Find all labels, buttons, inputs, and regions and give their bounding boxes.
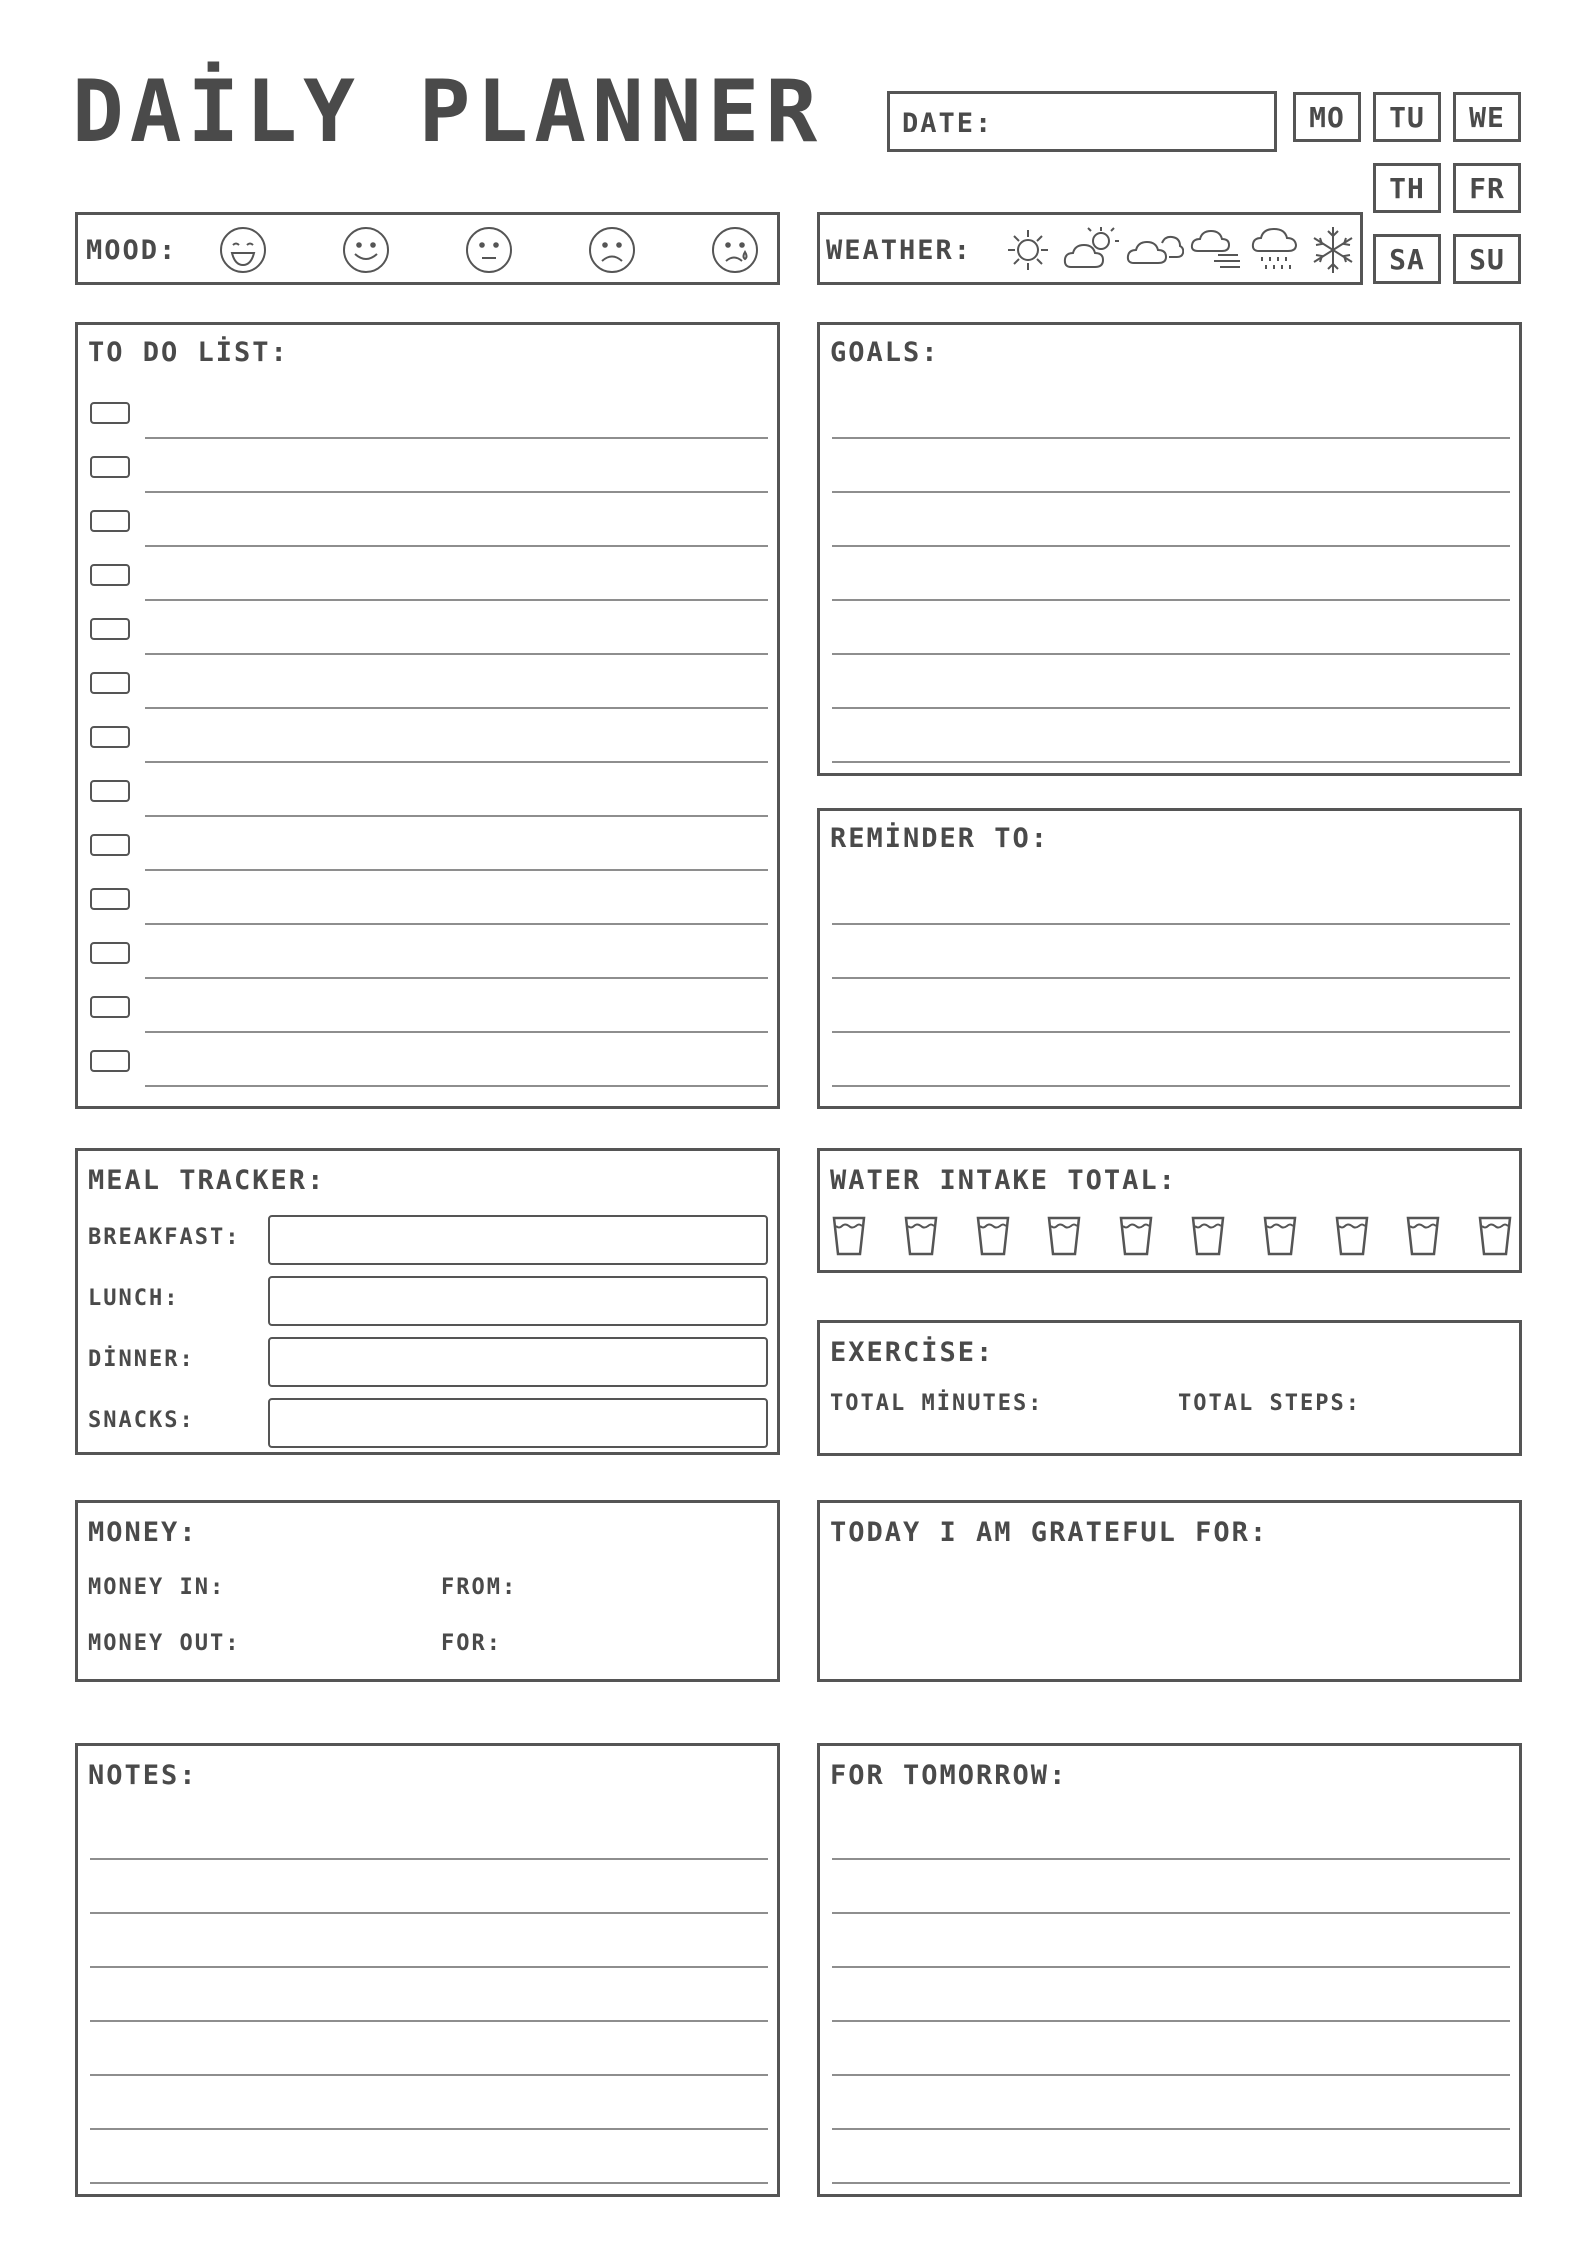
lunch-input[interactable] [268,1276,768,1326]
todo-checkbox[interactable] [90,1050,130,1072]
todo-box [75,322,780,1109]
partly-cloudy-icon[interactable] [1063,225,1121,275]
breakfast-input[interactable] [268,1215,768,1265]
money-box [75,1500,780,1682]
todo-line[interactable] [145,545,768,547]
total-minutes-label: TOTAL MİNUTES: [830,1391,1044,1416]
todo-line[interactable] [145,869,768,871]
todo-line[interactable] [145,815,768,817]
day-th[interactable]: TH [1373,163,1441,213]
todo-checkbox[interactable] [90,510,130,532]
money-from-label: FROM: [441,1575,518,1600]
water-glass-icon[interactable] [1335,1216,1369,1256]
reminder-box [817,808,1522,1109]
todo-checkbox[interactable] [90,564,130,586]
reminder-line[interactable] [832,977,1510,979]
water-glass-icon[interactable] [832,1216,866,1256]
goals-title: GOALS: [830,337,940,368]
goals-line[interactable] [832,653,1510,655]
date-field[interactable] [887,91,1277,152]
todo-line[interactable] [145,977,768,979]
tomorrow-line[interactable] [832,2020,1510,2022]
water-glass-icon[interactable] [904,1216,938,1256]
tomorrow-title: FOR TOMORROW: [830,1760,1068,1791]
todo-line[interactable] [145,653,768,655]
todo-line[interactable] [145,599,768,601]
windy-icon[interactable] [1188,227,1246,273]
snacks-input[interactable] [268,1398,768,1448]
todo-title: TO DO LİST: [88,337,289,368]
tomorrow-line[interactable] [832,1858,1510,1860]
todo-checkbox[interactable] [90,834,130,856]
tomorrow-line[interactable] [832,1966,1510,1968]
day-tu[interactable]: TU [1373,92,1441,142]
rain-icon[interactable] [1250,223,1304,277]
day-fr[interactable]: FR [1453,163,1521,213]
goals-line[interactable] [832,599,1510,601]
smiling-face-icon[interactable] [341,225,391,275]
todo-line[interactable] [145,1085,768,1087]
notes-line[interactable] [90,2182,768,2184]
todo-checkbox[interactable] [90,618,130,640]
reminder-title: REMİNDER TO: [830,823,1050,854]
reminder-line[interactable] [832,1031,1510,1033]
todo-line[interactable] [145,1031,768,1033]
money-title: MONEY: [88,1517,198,1548]
weather-label: WEATHER: [826,235,973,266]
notes-line[interactable] [90,2128,768,2130]
notes-title: NOTES: [88,1760,198,1791]
water-box [817,1148,1522,1273]
date-label: DATE: [902,108,994,139]
tomorrow-line[interactable] [832,2182,1510,2184]
exercise-title: EXERCİSE: [830,1337,995,1368]
notes-line[interactable] [90,1912,768,1914]
notes-line[interactable] [90,2074,768,2076]
water-glass-icon[interactable] [1047,1216,1081,1256]
goals-line[interactable] [832,545,1510,547]
mood-label: MOOD: [86,235,178,266]
todo-checkbox[interactable] [90,942,130,964]
todo-checkbox[interactable] [90,780,130,802]
lunch-label: LUNCH: [88,1286,180,1311]
total-steps-label: TOTAL STEPS: [1178,1391,1361,1416]
todo-checkbox[interactable] [90,456,130,478]
exercise-box [817,1320,1522,1456]
todo-line[interactable] [145,437,768,439]
laughing-face-icon[interactable] [218,225,268,275]
money-in-label: MONEY IN: [88,1575,226,1600]
goals-line[interactable] [832,761,1510,763]
todo-checkbox[interactable] [90,996,130,1018]
notes-box [75,1743,780,2197]
todo-line[interactable] [145,491,768,493]
tomorrow-line[interactable] [832,2074,1510,2076]
goals-line[interactable] [832,491,1510,493]
day-sa[interactable]: SA [1373,234,1441,284]
goals-box [817,322,1522,776]
water-glass-icon[interactable] [1478,1216,1512,1256]
crying-face-icon[interactable] [710,225,760,275]
grateful-title: TODAY I AM GRATEFUL FOR: [830,1517,1269,1548]
notes-line[interactable] [90,1966,768,1968]
weather-box [817,212,1363,285]
goals-line[interactable] [832,437,1510,439]
day-su[interactable]: SU [1453,234,1521,284]
meal-box [75,1148,780,1455]
day-mo[interactable]: MO [1293,92,1361,142]
goals-line[interactable] [832,707,1510,709]
sad-face-icon[interactable] [587,225,637,275]
notes-line[interactable] [90,2020,768,2022]
water-glass-icon[interactable] [1263,1216,1297,1256]
todo-line[interactable] [145,923,768,925]
water-glass-icon[interactable] [1406,1216,1440,1256]
todo-checkbox[interactable] [90,672,130,694]
todo-checkbox[interactable] [90,402,130,424]
notes-line[interactable] [90,1858,768,1860]
tomorrow-box [817,1743,1522,2197]
todo-checkbox[interactable] [90,888,130,910]
water-glass-icon[interactable] [1191,1216,1225,1256]
cloudy-icon[interactable] [1126,229,1184,271]
water-title: WATER INTAKE TOTAL: [830,1165,1177,1196]
tomorrow-line[interactable] [832,2128,1510,2130]
water-glass-icon[interactable] [976,1216,1010,1256]
snacks-label: SNACKS: [88,1408,195,1433]
day-we[interactable]: WE [1453,92,1521,142]
grateful-box [817,1500,1522,1682]
todo-line[interactable] [145,761,768,763]
breakfast-label: BREAKFAST: [88,1225,241,1250]
todo-checkbox[interactable] [90,726,130,748]
sun-icon[interactable] [1003,225,1053,275]
todo-line[interactable] [145,707,768,709]
meal-title: MEAL TRACKER: [88,1165,326,1196]
reminder-line[interactable] [832,1085,1510,1087]
money-out-label: MONEY OUT: [88,1631,241,1656]
reminder-line[interactable] [832,923,1510,925]
mood-box [75,212,780,285]
dinner-label: DİNNER: [88,1347,195,1372]
water-glass-icon[interactable] [1119,1216,1153,1256]
dinner-input[interactable] [268,1337,768,1387]
tomorrow-line[interactable] [832,1912,1510,1914]
page-title: DAİLY PLANNER [72,62,824,162]
snowflake-icon[interactable] [1308,223,1358,277]
money-for-label: FOR: [441,1631,502,1656]
neutral-face-icon[interactable] [464,225,514,275]
